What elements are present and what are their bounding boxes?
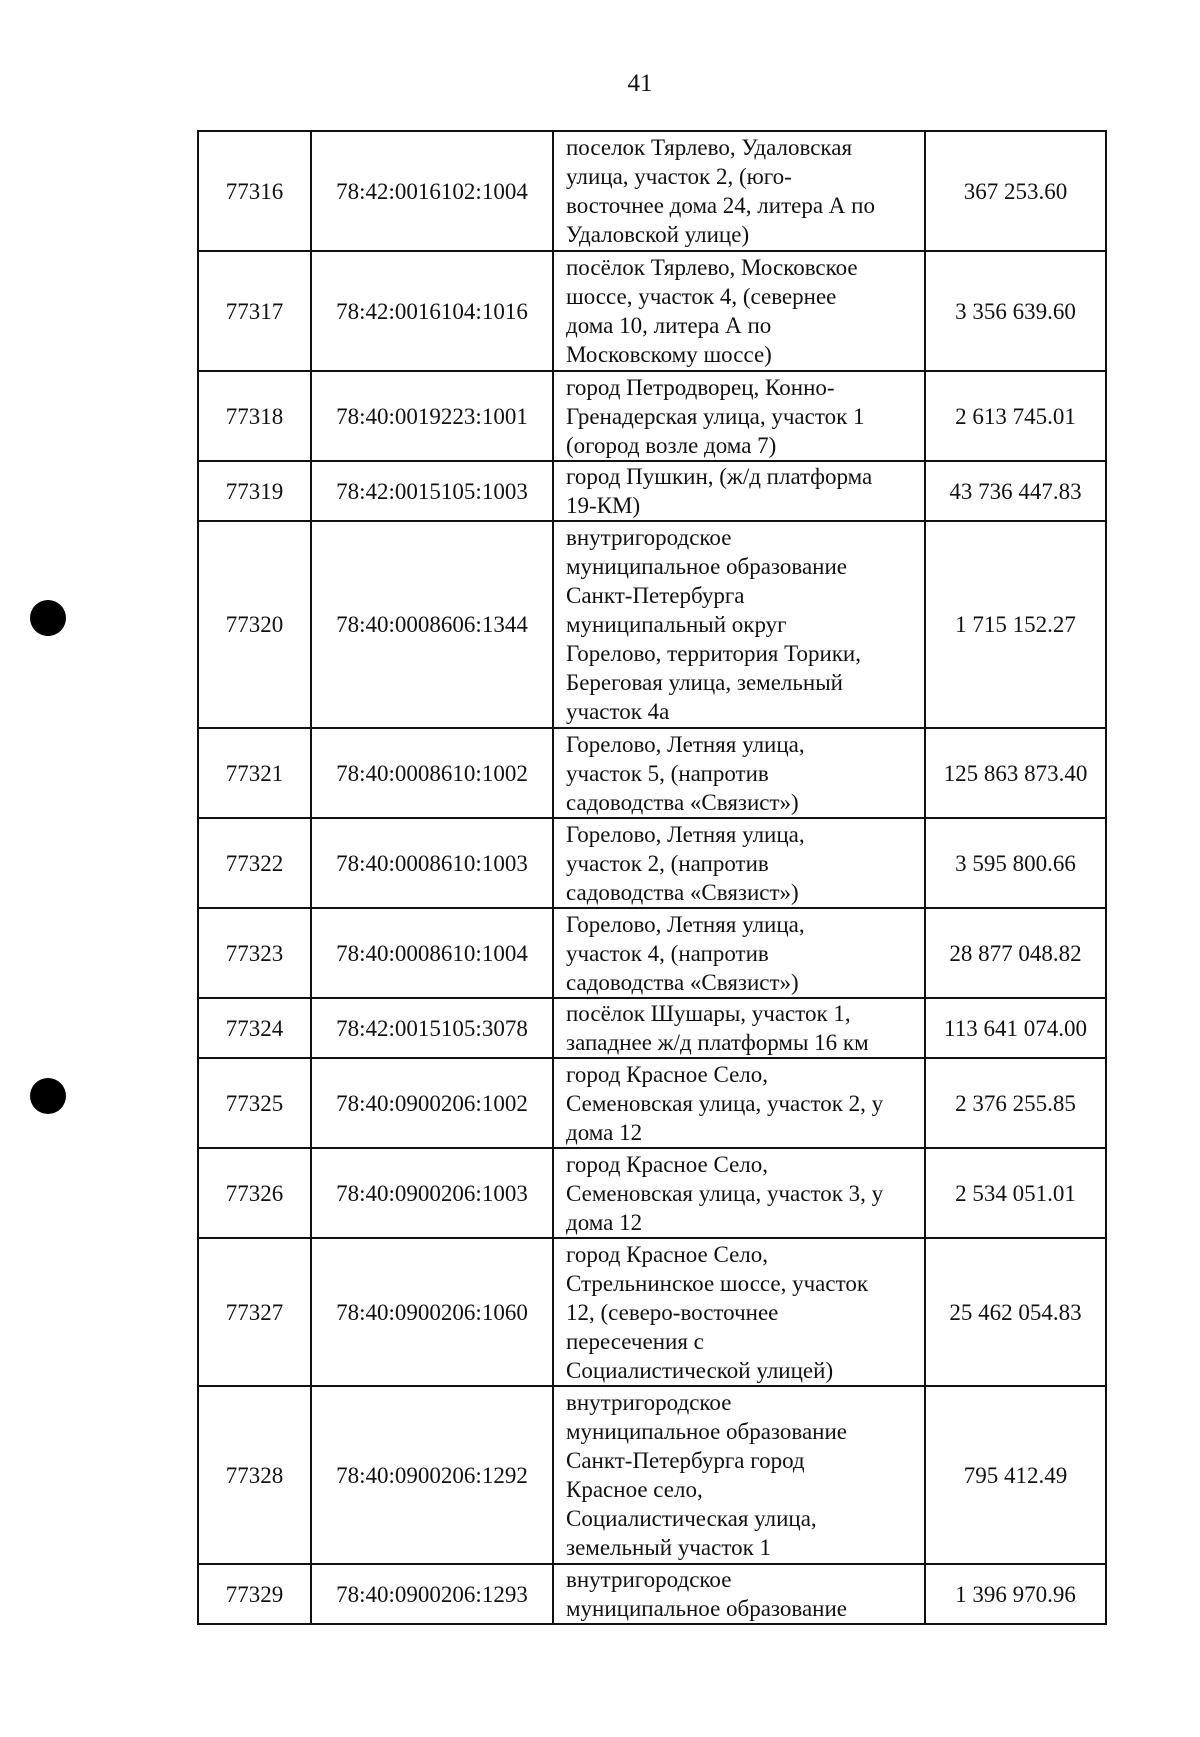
- cadastral-number: 78:40:0008606:1344: [311, 521, 553, 728]
- binder-hole: [30, 1078, 66, 1114]
- table-body: [198, 131, 1106, 1624]
- cadastral-value: 3 356 639.60: [925, 251, 1106, 371]
- table-row: [198, 461, 1106, 521]
- cadastral-value: 2 376 255.85: [925, 1058, 1106, 1148]
- table-row: [198, 521, 1106, 728]
- row-number: 77324: [198, 998, 311, 1058]
- address: город Петродворец, Конно- Гренадерская улица, участок 1 (огород возле дома 7): [553, 371, 925, 461]
- page-number: 41: [627, 70, 653, 97]
- cadastral-number: 78:40:0019223:1001: [311, 371, 553, 461]
- cadastral-value: 25 462 054.83: [925, 1238, 1106, 1386]
- table-row: [198, 998, 1106, 1058]
- table-row: [198, 1238, 1106, 1386]
- table-row: [198, 1564, 1106, 1624]
- cadastral-value: 795 412.49: [925, 1386, 1106, 1564]
- address: Горелово, Летняя улица, участок 4, (напротив садоводства «Связист»): [553, 908, 925, 998]
- cadastral-value: 2 613 745.01: [925, 371, 1106, 461]
- row-number: 77326: [198, 1148, 311, 1238]
- table-row: [198, 371, 1106, 461]
- cadastral-value: 2 534 051.01: [925, 1148, 1106, 1238]
- binder-hole: [30, 600, 66, 636]
- cadastral-number: 78:40:0900206:1293: [311, 1564, 553, 1624]
- address: внутригородское муниципальное образование Санкт-Петербурга муниципальный округ Горелово, территория Торики, Береговая улица, земельный участок 4а: [553, 521, 925, 728]
- table-row: [198, 908, 1106, 998]
- address: Горелово, Летняя улица, участок 2, (напротив садоводства «Связист»): [553, 818, 925, 908]
- row-number: 77329: [198, 1564, 311, 1624]
- row-number: 77322: [198, 818, 311, 908]
- row-number: 77328: [198, 1386, 311, 1564]
- cadastral-number: 78:40:0008610:1002: [311, 728, 553, 818]
- cadastral-number: 78:40:0900206:1003: [311, 1148, 553, 1238]
- table-row: [198, 251, 1106, 371]
- cadastral-number: 78:42:0015105:1003: [311, 461, 553, 521]
- table-row: [198, 1386, 1106, 1564]
- address: Горелово, Летняя улица, участок 5, (напротив садоводства «Связист»): [553, 728, 925, 818]
- cadastral-value: 367 253.60: [925, 131, 1106, 251]
- cadastral-value: 1 715 152.27: [925, 521, 1106, 728]
- table-row: [198, 728, 1106, 818]
- cadastral-number: 78:42:0016104:1016: [311, 251, 553, 371]
- row-number: 77318: [198, 371, 311, 461]
- cadastral-number: 78:42:0016102:1004: [311, 131, 553, 251]
- row-number: 77325: [198, 1058, 311, 1148]
- address: посёлок Шушары, участок 1, западнее ж/д платформы 16 км: [553, 998, 925, 1058]
- table-row: [198, 131, 1106, 251]
- address: город Красное Село, Семеновская улица, участок 2, у дома 12: [553, 1058, 925, 1148]
- cadastral-number: 78:40:0900206:1002: [311, 1058, 553, 1148]
- cadastral-number: 78:40:0008610:1003: [311, 818, 553, 908]
- cadastral-value: 1 396 970.96: [925, 1564, 1106, 1624]
- address: внутригородское муниципальное образование Санкт-Петербурга город Красное село, Социалистическая улица, земельный участок 1: [553, 1386, 925, 1564]
- address: город Красное Село, Семеновская улица, участок 3, у дома 12: [553, 1148, 925, 1238]
- table-row: [198, 1148, 1106, 1238]
- cadastral-value: 43 736 447.83: [925, 461, 1106, 521]
- row-number: 77316: [198, 131, 311, 251]
- cadastral-number: 78:40:0008610:1004: [311, 908, 553, 998]
- address: город Красное Село, Стрельнинское шоссе, участок 12, (северо-восточнее пересечения с Социалистической улицей): [553, 1238, 925, 1386]
- row-number: 77317: [198, 251, 311, 371]
- table-row: [198, 818, 1106, 908]
- address: город Пушкин, (ж/д платформа 19-КМ): [553, 461, 925, 521]
- row-number: 77320: [198, 521, 311, 728]
- table-row: [198, 1058, 1106, 1148]
- land-plot-table: [197, 130, 1107, 1625]
- cadastral-value: 125 863 873.40: [925, 728, 1106, 818]
- cadastral-number: 78:40:0900206:1060: [311, 1238, 553, 1386]
- address: посёлок Тярлево, Московское шоссе, участок 4, (севернее дома 10, литера А по Московскому шоссе): [553, 251, 925, 371]
- cadastral-number: 78:40:0900206:1292: [311, 1386, 553, 1564]
- row-number: 77321: [198, 728, 311, 818]
- row-number: 77327: [198, 1238, 311, 1386]
- address: поселок Тярлево, Удаловская улица, участок 2, (юго- восточнее дома 24, литера А по Удаловской улице): [553, 131, 925, 251]
- cadastral-value: 113 641 074.00: [925, 998, 1106, 1058]
- row-number: 77319: [198, 461, 311, 521]
- cadastral-value: 3 595 800.66: [925, 818, 1106, 908]
- row-number: 77323: [198, 908, 311, 998]
- cadastral-number: 78:42:0015105:3078: [311, 998, 553, 1058]
- address: внутригородское муниципальное образование: [553, 1564, 925, 1624]
- cadastral-value: 28 877 048.82: [925, 908, 1106, 998]
